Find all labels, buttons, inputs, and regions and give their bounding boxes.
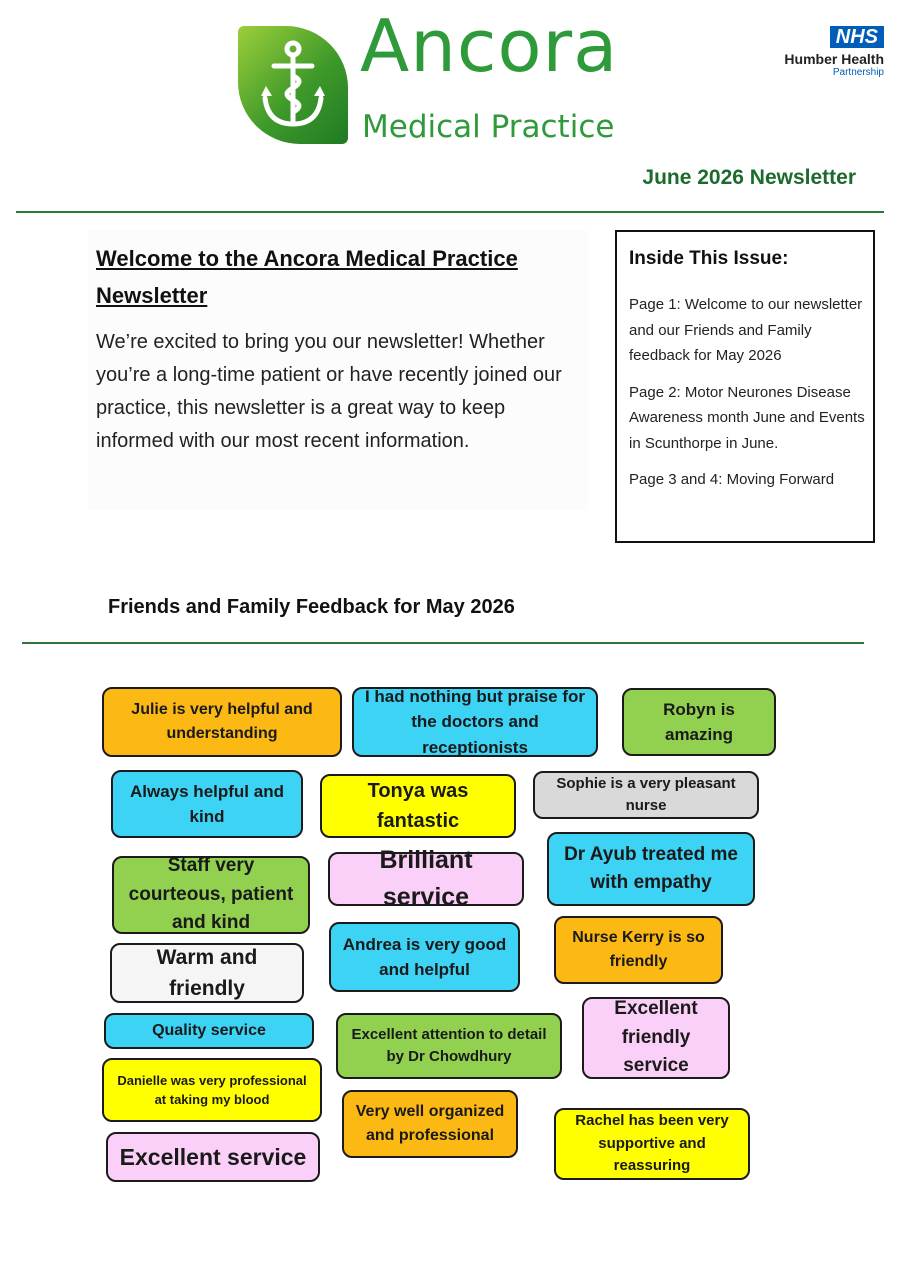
issue-title: June 2026 Newsletter <box>642 166 856 189</box>
feedback-comment: Tonya was fantastic <box>320 774 516 838</box>
nhs-org-sub: Partnership <box>832 67 884 78</box>
inside-item: Page 1: Welcome to our newsletter and our Friends and Family feedback for May 2026 <box>629 296 863 364</box>
feedback-comment: Warm and friendly <box>110 943 304 1003</box>
feedback-comment: Excellent attention to detail by Dr Chowdhury <box>336 1013 562 1079</box>
nhs-logo <box>760 26 884 86</box>
feedback-comment: Quality service <box>104 1013 314 1049</box>
feedback-comment: Andrea is very good and helpful <box>329 922 520 992</box>
feedback-comment: I had nothing but praise for the doctors and receptionists <box>352 687 598 757</box>
inside-item: Page 2: Motor Neurones Disease Awareness month June and Events in Scunthorpe in June. <box>629 383 865 452</box>
feedback-comment: Excellent service <box>106 1132 320 1182</box>
inside-title: Inside This Issue: <box>629 248 789 269</box>
inside-this-issue-box <box>615 230 875 543</box>
feedback-comment: Very well organized and professional <box>342 1090 518 1158</box>
inside-list <box>629 292 865 504</box>
practice-logo <box>238 4 658 148</box>
welcome-body: We’re excited to bring you our newsletter! Whether you’re a long-time patient or have recently joined our practice, this newsletter is a great way to keep informed with our most recent information. <box>96 331 562 452</box>
welcome-heading: Welcome to the Ancora Medical Practice Newsletter <box>96 246 518 308</box>
nhs-org-name: Humber Health <box>784 51 884 67</box>
feedback-comment: Robyn is amazing <box>622 688 776 756</box>
feedback-heading: Friends and Family Feedback for May 2026 <box>108 596 515 618</box>
logo-title: Ancora <box>360 4 619 88</box>
feedback-comment: Dr Ayub treated me with empathy <box>547 832 755 906</box>
feedback-comment: Staff very courteous, patient and kind <box>112 856 310 934</box>
header-divider <box>16 211 884 213</box>
inside-item: Page 3 and 4: Moving Forward <box>629 471 835 488</box>
feedback-comment: Brilliant service <box>328 852 524 906</box>
logo-subtitle: Medical Practice <box>362 109 615 145</box>
feedback-comment: Nurse Kerry is so friendly <box>554 916 723 984</box>
feedback-comment: Excellent friendly service <box>582 997 730 1079</box>
nhs-badge: NHS <box>830 26 884 48</box>
feedback-comment: Rachel has been very supportive and reassuring <box>554 1108 750 1180</box>
feedback-comment: Always helpful and kind <box>111 770 303 838</box>
feedback-divider <box>22 642 864 644</box>
feedback-comment: Sophie is a very pleasant nurse <box>533 771 759 819</box>
feedback-comment: Danielle was very professional at taking my blood <box>102 1058 322 1122</box>
feedback-comment: Julie is very helpful and understanding <box>102 687 342 757</box>
anchor-leaf-icon <box>238 26 348 144</box>
